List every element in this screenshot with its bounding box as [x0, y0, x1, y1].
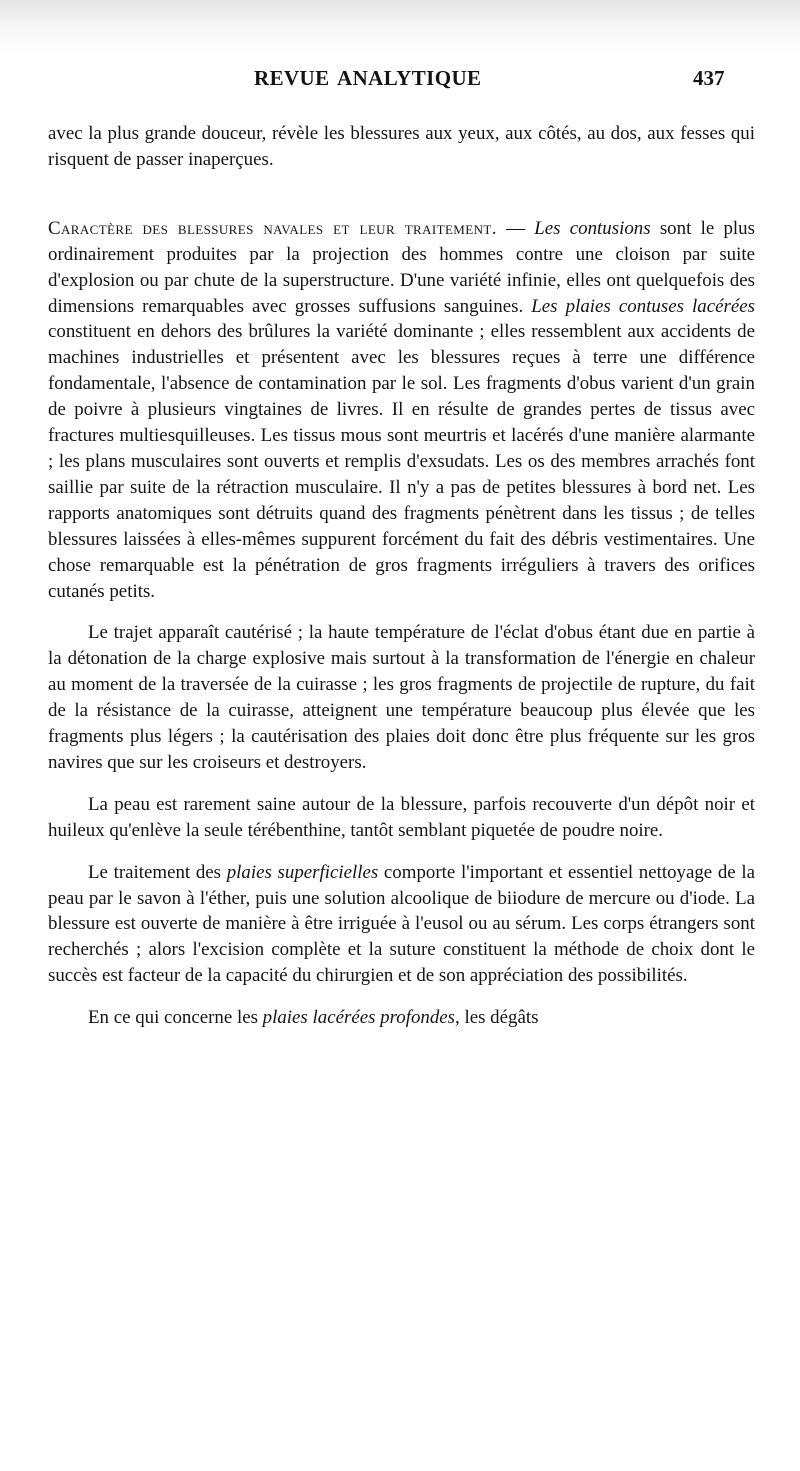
section-heading: Caractère des blessures navales et leur traitement.: [48, 217, 497, 239]
paragraph-section-start: [48, 216, 755, 605]
paragraph-text: sont le plus ordinairement produites par la projection des hommes contre une cloison par suite d'explosion ou par chute de la superstructure. D'une variété infinie, elles ont quelquefois des dimensions remarquables avec grosses suffusions sanguines.: [48, 217, 755, 317]
italic-term-plaies-lacerees-profondes: plaies lacérées profondes: [262, 1007, 456, 1029]
paragraph-text: , les dégâts: [455, 1007, 539, 1029]
paragraph-text: comporte l'important et essentiel nettoyage de la peau par le savon à l'éther, puis une solution alcoolique de biiodure de mercure ou d'iode. La blessure est ouverte de manière à être irriguée à l'eusol ou au sérum. Les corps étrangers sont recherchés ; alors l'excision complète et la suture constituent la méthode de choix dont le succès est facteur de la capacité du chirurgien et de son appréciation des possibilités.: [48, 861, 755, 987]
page-number: 437: [693, 66, 725, 90]
italic-term-contusions: Les contusions: [534, 217, 651, 239]
paragraph-peau: La peau est rarement saine autour de la blessure, parfois recouverte d'un dépôt noir et huileux qu'enlève la seule térébenthine, tantôt semblant piquetée de poudre noire.: [48, 793, 755, 841]
paragraph-traitement: [48, 860, 755, 990]
heading-dash: —: [496, 217, 535, 239]
italic-term-plaies-superficielles: plaies superficielles: [226, 861, 379, 883]
paragraph-continued: avec la plus grande douceur, révèle les blessures aux yeux, aux côtés, au dos, aux fesses qui risquent de passer inaperçues.: [48, 123, 755, 170]
paragraph-plaies-profondes: [48, 1005, 755, 1031]
running-header: [0, 66, 800, 100]
running-title: REVUE ANALYTIQUE: [254, 66, 482, 90]
paragraph-text: constituent en dehors des brûlures la variété dominante ; elles ressemblent aux accidents de machines industrielles et présentent avec les blessures reçues à terre une différence fondamentale, l'absence de contamination par le sol. Les fragments d'obus varient d'un grain de poivre à plusieurs vingtaines de livres. Il en résulte de grandes pertes de tissus avec fractures multiesquilleuses. Les tissus mous sont meurtris et lacérés d'une manière alarmante ; les plans musculaires sont ouverts et remplis d'exsudats. Les os des membres arrachés font saillie par suite de la rétraction musculaire. Il n'y a pas de petites blessures à bord net. Les rapports anatomiques sont détruits quand des fragments pénètrent dans les tissus ; de telles blessures laissées à elles-mêmes suppurent forcément du fait des débris vestimentaires. Une chose remarquable est la pénétration de gros fragments irréguliers à travers des orifices cutanés petits.: [48, 321, 755, 602]
body-text: [48, 121, 755, 1031]
scan-edge-shadow: [0, 0, 800, 55]
paragraph-text: Le traitement des: [88, 861, 227, 883]
paragraph-trajet: Le trajet apparaît cautérisé ; la haute température de l'éclat d'obus étant due en partie à la détonation de la charge explosive mais surtout à la transformation de l'énergie en chaleur au moment de la traversée de la cuirasse ; les gros fragments de projectile de rupture, du fait de la résistance de la cuirasse, atteignent une température beaucoup plus élevée que les fragments plus légers ; la cautérisation des plaies doit donc être plus fréquente sur les gros navires que sur les croiseurs et destroyers.: [48, 622, 755, 773]
paragraph-text: En ce qui concerne les: [88, 1007, 263, 1029]
italic-term-plaies-contuses: Les plaies contuses lacérées: [531, 295, 755, 317]
